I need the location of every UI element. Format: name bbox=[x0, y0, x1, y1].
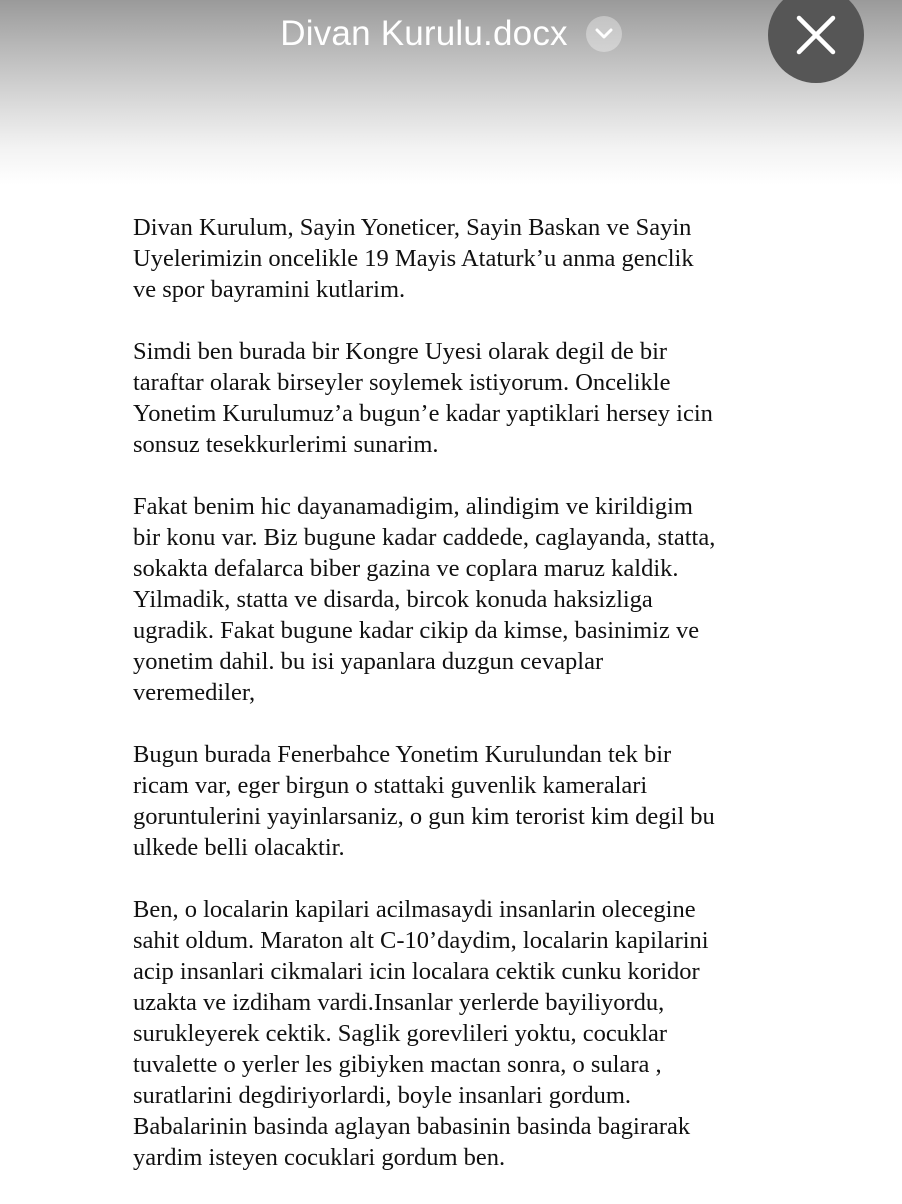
document-paragraph: Fakat benim hic dayanamadigim, alindigim ve kirildigim bir konu var. Biz bugune kadar caddede, caglayanda, statta, sokakta defalarca biber gazina ve coplara maruz kaldik. Yilmadik, statta ve disarda, bircok konuda haksizliga ugradik. Fakat bugune kadar cikip da kimse, basinimiz ve yonetim dahil. bu isi yapanlara duzgun cevaplar veremediler, bbox=[133, 493, 716, 706]
chevron-down-icon bbox=[595, 28, 613, 40]
document-paragraph: Ben, o localarin kapilari acilmasaydi insanlarin olecegine sahit oldum. Maraton alt C-10’daydim, localarin kapilarini acip insanlari cikmalari icin localara cektik cunku koridor uzakta ve izdiham vardi.Insanlar yerlerde bayiliyordu, surukleyerek cektik. Saglik gorevlileri yoktu, cocuklar tuvalette o yerler les gibiyken mactan sonra, o sulara , suratlarini degdiriyorlardi, boyle insanlari gordum. Babalarinin basinda aglayan babasinin basinda bagirarak yardim isteyen cocuklari gordum ben. bbox=[133, 896, 709, 1171]
document-paragraph: Simdi ben burada bir Kongre Uyesi olarak degil de bir taraftar olarak birseyler soylemek istiyorum. Oncelikle Yonetim Kurulumuz’a bugun’e kadar yaptiklari hersey icin sonsuz tesekkurlerimi sunarim. bbox=[133, 338, 713, 458]
title-area bbox=[0, 12, 902, 56]
document-paragraph: Divan Kurulum, Sayin Yoneticer, Sayin Baskan ve Sayin Uyelerimizin oncelikle 19 Mayis Ataturk’u anma genclik ve spor bayramini kutlarim. bbox=[133, 214, 694, 303]
close-button[interactable] bbox=[768, 0, 864, 83]
document-paragraph: Bugun burada Fenerbahce Yonetim Kurulundan tek bir ricam var, eger birgun o stattaki guvenlik kameralari goruntulerini yayinlarsaniz, o gun kim terorist kim degil bu ulkede belli olacaktir. bbox=[133, 741, 715, 861]
document-body bbox=[133, 212, 793, 1204]
close-icon bbox=[794, 13, 838, 57]
document-title[interactable]: Divan Kurulu.docx bbox=[280, 14, 568, 53]
title-menu-button[interactable] bbox=[586, 16, 622, 52]
document-viewer-header bbox=[0, 0, 902, 185]
